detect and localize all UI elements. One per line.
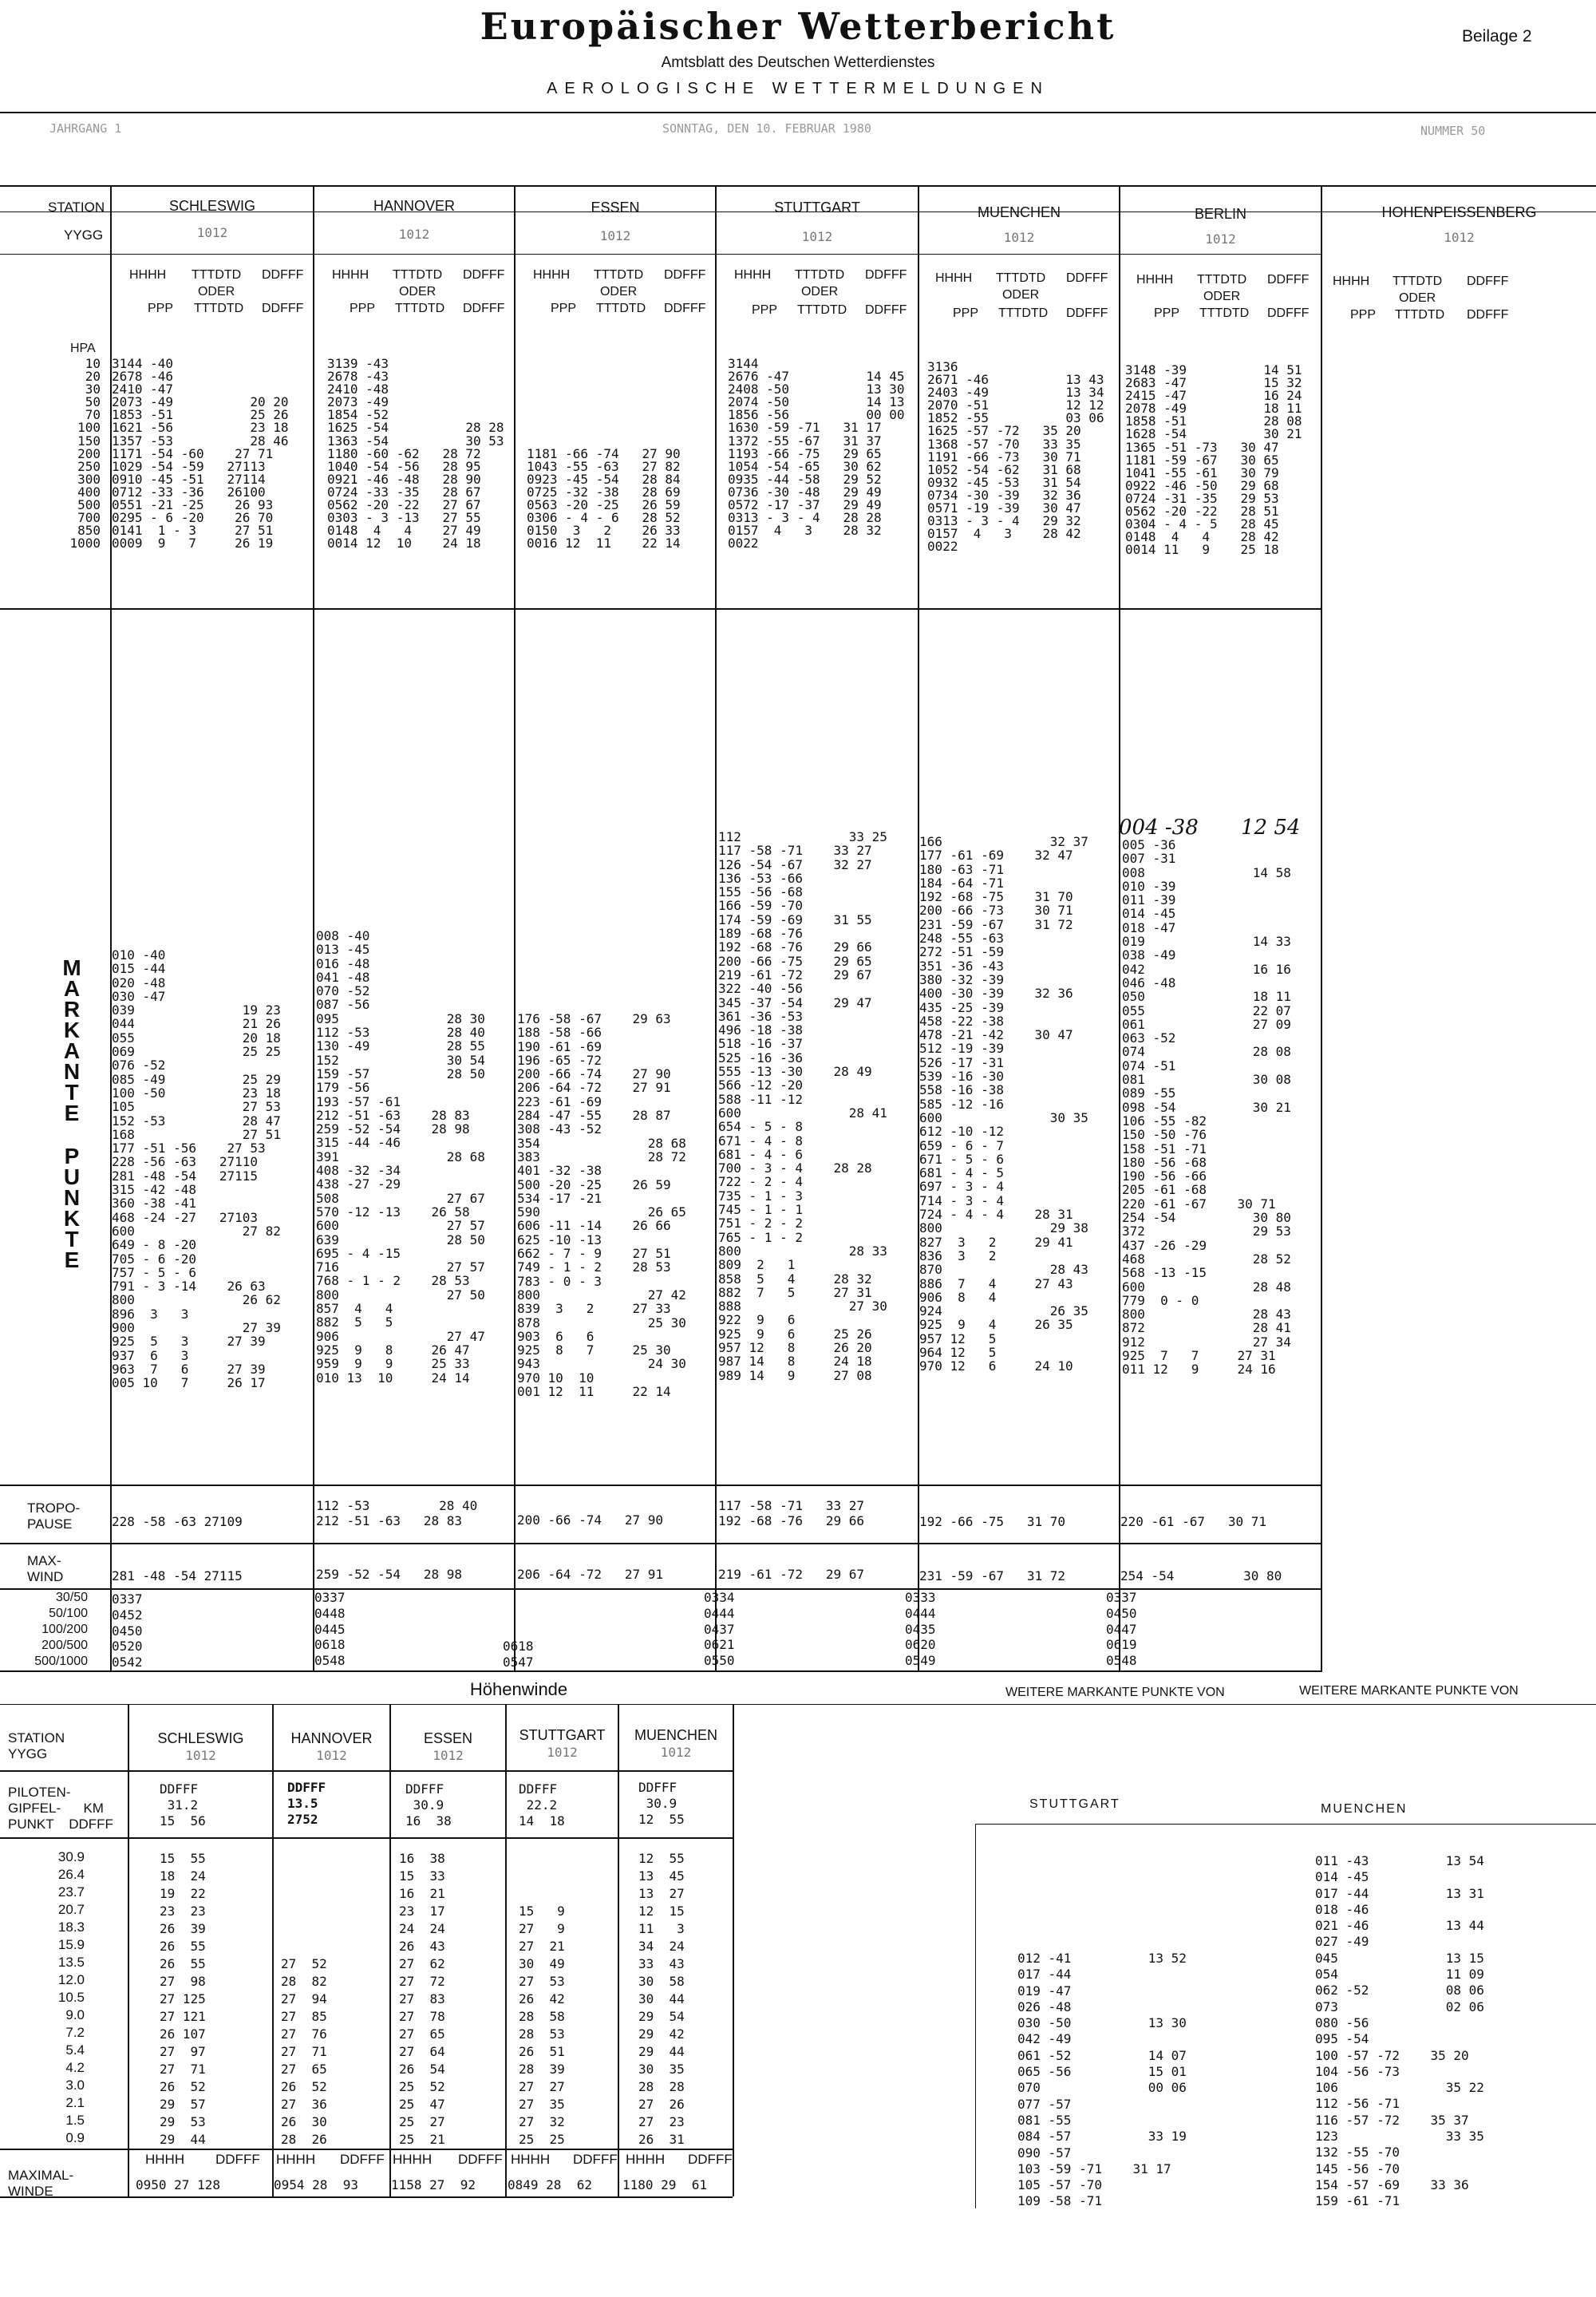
station-schleswig: SCHLESWIG bbox=[168, 198, 256, 214]
sub-ppp: PPP bbox=[1350, 308, 1377, 322]
sub-ddfff: DDFFF bbox=[1267, 273, 1310, 287]
maxw-stuttgart: 0849 28 62 bbox=[508, 2177, 592, 2192]
hpa-label: HPA bbox=[70, 342, 96, 355]
markante-muenchen: 166 32 37 177 -61 -69 32 47 180 -63 -71 184 -64 -71 192 -68 -75 31 70 200 -66 -73 30 71 231 -59 -67 31 72 248 -55 -63 272 -51 -59 351 -36 -43 380 -32 -39 400 -30 -39 32 36 435 -25 -39 458 -22 -38 478 -21 -42 30 47 512 -19 -39 526 -17 -31 539 -16 -30 558 -16 -38 585 -12 -16 600 30 35 612 -10 -12 659 - 6 - 7 671 - 5 - 6 681 - 4 - 5 697 - 3 - 4 714 - 3 - 4 724 - 4 - 4 28 31 800 29 38 827 3 2 29 41 836 3 2 870 28 43 886 7 4 27 43 906 8 4 924 26 35 925 9 4 26 35 957 12 5 964 12 5 970 12 6 24 10 bbox=[919, 834, 1088, 1374]
std-berlin: 3148 -39 14 51 2683 -47 15 32 2415 -47 16 24 2078 -49 18 11 1858 -51 28 08 1628 -54 30 21 1365 -51 -73 30 47 1181 -59 -67 30 65 1041 -55 -61 30 79 0922 -46 -50 29 68 0724 -31 -35 29 53 0562 -20 -22 28 51 0304 - 4 - 5 28 45 0148 4 4 28 42 0014 11 9 25 18 bbox=[1125, 362, 1302, 558]
sub-ppp: PPP bbox=[1154, 306, 1180, 320]
winds-muenchen: 12 55 13 45 13 27 12 15 11 3 34 24 33 43 30 58 30 44 29 54 29 42 29 44 30 35 28 28 27 26 27 23 26 31 bbox=[638, 1851, 685, 2147]
markante-letter: N bbox=[63, 1185, 81, 1210]
maxw-essen: 1158 27 92 bbox=[391, 2177, 476, 2192]
layers-muenchen: 0333 0444 0435 0620 0549 bbox=[905, 1590, 936, 1669]
station-label: STATION bbox=[48, 200, 105, 215]
hpa-level: 100 bbox=[77, 420, 101, 436]
yygg-hohenpeissenberg: 1012 bbox=[1444, 230, 1475, 245]
sub-tttdtd-2: TTTDTD bbox=[998, 306, 1049, 320]
hpa-level: 250 bbox=[77, 458, 101, 474]
markante-letter: T bbox=[65, 1227, 79, 1251]
beilage-label: Beilage 2 bbox=[1462, 27, 1532, 45]
sub-ppp: PPP bbox=[551, 302, 577, 315]
maxw-head-ddfff: DDFFF bbox=[573, 2152, 618, 2167]
hpa-level: 850 bbox=[77, 523, 101, 539]
page-subtitle: Amtsblatt des Deutschen Wetterdienstes bbox=[661, 54, 935, 71]
sub-tttdtd-2: TTTDTD bbox=[1199, 306, 1250, 320]
sub-ppp: PPP bbox=[350, 302, 376, 315]
weitere-muenchen: 011 -43 13 54 014 -45 017 -44 13 31 018 -46 021 -46 13 44 027 -49 045 13 15 054 11 09 062 -52 08 06 073 02 06 080 -56 095 -54 100 -57 -72 35 20 104 -56 -73 106 35 22 112 -56 -71 116 -57 -72 35 37 123 33 35 132 -55 -70 145 -56 -70 154 -57 -69 33 36 159 -61 -71 bbox=[1315, 1853, 1484, 2209]
page-title: Europäischer Wetterbericht bbox=[480, 5, 1116, 48]
tropo-hannover: 112 -53 28 40 212 -51 -63 28 83 bbox=[316, 1498, 478, 1528]
tropo-stuttgart: 117 -58 -71 33 27 192 -68 -76 29 66 bbox=[718, 1498, 865, 1528]
weitere-station-muenchen: MUENCHEN bbox=[1321, 1802, 1408, 1816]
sub-ddfff-2: DDFFF bbox=[463, 302, 505, 315]
markante-hannover: 008 -40 013 -45 016 -48 041 -48 070 -52 087 -56 095 28 30 112 -53 28 40 130 -49 28 55 152 30 54 159 -57 28 50 179 -56 193 -57 -61 212 -51 -63 28 83 259 -52 -54 28 98 315 -44 -46 391 28 68 408 -32 -34 438 -27 -29 508 27 67 570 -12 -13 26 58 600 27 57 639 28 50 695 - 4 -15 716 27 57 768 - 1 - 2 28 53 800 27 50 857 4 4 882 5 5 906 27 47 925 9 8 26 47 959 9 9 25 33 010 13 10 24 14 bbox=[316, 928, 485, 1386]
sub-hhhh: HHHH bbox=[533, 268, 571, 282]
tropo-label: TROPO- PAUSE bbox=[27, 1500, 81, 1532]
km-levels: 30.9 26.4 23.7 20.7 18.3 15.9 13.5 12.0 10.5 9.0 7.2 5.4 4.2 3.0 2.1 1.5 0.9 bbox=[57, 1849, 85, 2145]
markante-letter: P bbox=[64, 1144, 80, 1168]
pilot-muenchen: DDFFF 30.9 12 55 bbox=[638, 1780, 685, 1827]
hpa-level: 700 bbox=[77, 510, 101, 526]
markante-letter: R bbox=[63, 997, 81, 1022]
station-essen: ESSEN bbox=[591, 200, 640, 215]
markante-letter bbox=[56, 1124, 88, 1146]
station-muenchen: MUENCHEN bbox=[977, 204, 1061, 220]
sub-tttdtd: TTTDTD ODER bbox=[393, 268, 443, 298]
maxw-schleswig: 0950 27 128 bbox=[136, 2177, 220, 2192]
sub-tttdtd-2: TTTDTD bbox=[797, 303, 847, 317]
markante-punkte-label bbox=[56, 955, 88, 1272]
header-rule-bottom bbox=[0, 185, 1596, 187]
yygg-label: YYGG bbox=[64, 227, 104, 243]
yygg-stuttgart: 1012 bbox=[801, 229, 833, 244]
berlin-handwritten-entry: 004 -38 bbox=[1119, 816, 1199, 840]
weitere-label-1: WEITERE MARKANTE PUNKTE VON bbox=[1005, 1686, 1225, 1699]
tropo-muenchen: 192 -66 -75 31 70 bbox=[919, 1514, 1066, 1529]
sub-tttdtd-2: TTTDTD bbox=[1395, 308, 1445, 322]
markante-letter: M bbox=[62, 955, 81, 980]
sub-tttdtd: TTTDTD ODER bbox=[192, 268, 242, 298]
std-essen: 1181 -66 -74 27 90 1043 -55 -63 27 82 0923 -45 -54 28 84 0725 -32 -38 28 69 0563 -20 -25 26 59 0306 - 4 - 6 28 52 0150 3 2 26 33 0016 12 11 22 14 bbox=[527, 445, 681, 552]
station-berlin: BERLIN bbox=[1194, 206, 1247, 222]
markante-letter: E bbox=[64, 1247, 80, 1272]
yygg-hannover: 1012 bbox=[398, 227, 430, 242]
maxwind-label: MAX- WIND bbox=[27, 1553, 64, 1584]
hpa-level: 70 bbox=[85, 407, 101, 423]
lower-yygg-hannover: 1012 bbox=[316, 1748, 347, 1763]
lower-station-label: STATION YYGG bbox=[8, 1730, 65, 1761]
sub-ddfff-2: DDFFF bbox=[664, 302, 706, 315]
hpa-level: 200 bbox=[77, 445, 101, 461]
sub-ddfff-2: DDFFF bbox=[262, 302, 304, 315]
lower-station-hannover: HANNOVER bbox=[290, 1730, 373, 1746]
sub-ddfff-2: DDFFF bbox=[1467, 308, 1509, 322]
layers-schleswig: 0337 0452 0450 0520 0542 bbox=[112, 1591, 143, 1670]
sub-ppp: PPP bbox=[148, 302, 174, 315]
maxwind-stuttgart: 219 -61 -72 29 67 bbox=[718, 1567, 865, 1582]
header-rule-top bbox=[0, 112, 1596, 113]
sub-ddfff: DDFFF bbox=[262, 268, 304, 282]
maxw-head-ddfff: DDFFF bbox=[458, 2152, 503, 2167]
layers-essen: 0618 0547 bbox=[503, 1639, 534, 1670]
markante-stuttgart: 112 33 25 117 -58 -71 33 27 126 -54 -67 32 27 136 -53 -66 155 -56 -68 166 -59 -70 174 -59 -69 31 55 189 -68 -76 192 -68 -76 29 66 200 -66 -75 29 65 219 -61 -72 29 67 322 -40 -56 345 -37 -54 29 47 361 -36 -53 496 -18 -38 518 -16 -37 525 -16 -36 555 -13 -30 28 49 566 -12 -20 588 -11 -12 600 28 41 654 - 5 - 8 671 - 4 - 8 681 - 4 - 6 700 - 3 - 4 28 28 722 - 2 - 4 735 - 1 - 3 745 - 1 - 1 751 - 2 - 2 765 - 1 - 2 800 28 33 809 2 1 858 5 4 28 32 882 7 5 27 31 888 27 30 922 9 6 925 9 6 25 26 957 12 8 26 20 987 14 8 24 18 989 14 9 27 08 bbox=[718, 829, 887, 1383]
section-title: AEROLOGISCHE WETTERMELDUNGEN bbox=[547, 80, 1049, 97]
std-muenchen: 3136 2671 -46 13 43 2403 -49 13 34 2070 -51 12 12 1852 -55 03 06 1625 -57 -72 35 20 1368 -57 -70 33 35 1191 -66 -73 30 71 1052 -54 -62 31 68 0932 -45 -53 31 54 0734 -30 -39 32 36 0571 -19 -39 30 47 0313 - 3 - 4 29 32 0157 4 3 28 42 0022 bbox=[927, 359, 1104, 555]
maxw-head-ddfff: DDFFF bbox=[215, 2152, 260, 2167]
markante-letter: U bbox=[63, 1164, 81, 1189]
maxw-head-hhhh: HHHH bbox=[145, 2152, 185, 2167]
lower-yygg-muenchen: 1012 bbox=[660, 1745, 692, 1760]
lower-station-muenchen: MUENCHEN bbox=[634, 1727, 717, 1743]
hoehenwinde-title: Höhenwinde bbox=[469, 1679, 568, 1699]
hpa-level: 400 bbox=[77, 484, 101, 500]
sub-tttdtd: TTTDTD ODER bbox=[996, 271, 1046, 302]
maxw-head-hhhh: HHHH bbox=[626, 2152, 666, 2167]
maxw-hannover: 0954 28 93 bbox=[274, 2177, 358, 2192]
sub-ddfff: DDFFF bbox=[1066, 271, 1108, 285]
lower-yygg-schleswig: 1012 bbox=[185, 1748, 216, 1763]
markante-letter: T bbox=[65, 1080, 79, 1105]
std-stuttgart: 3144 2676 -47 14 45 2408 -50 13 30 2074 -50 14 13 1856 -56 00 00 1630 -59 -71 31 17 1372 -55 -67 31 37 1193 -66 -75 29 65 1054 -54 -65 30 62 0935 -44 -58 29 52 0736 -30 -48 29 49 0572 -17 -37 29 49 0313 - 3 - 4 28 28 0157 4 3 28 32 0022 bbox=[728, 356, 905, 552]
winds-essen: 16 38 15 33 16 21 23 17 24 24 26 43 27 62 27 72 27 83 27 78 27 65 27 64 26 54 25 52 25 47 25 27 25 21 bbox=[399, 1851, 445, 2147]
pilot-label: PILOTEN- GIPFEL- KM PUNKT DDFFF bbox=[8, 1785, 113, 1832]
berlin-handwritten-wind: 12 54 bbox=[1241, 816, 1301, 840]
layers-stuttgart: 0334 0444 0437 0621 0550 bbox=[704, 1590, 735, 1669]
weitere-stuttgart: 012 -41 13 52 017 -44 019 -47 026 -48 030 -50 13 30 042 -49 061 -52 14 07 065 -56 15 01 070 00 06 077 -57 081 -55 084 -57 33 19 090 -57 103 -59 -71 31 17 105 -57 -70 109 -58 -71 bbox=[1017, 1951, 1187, 2209]
sub-tttdtd: TTTDTD ODER bbox=[795, 268, 845, 298]
markante-letter: K bbox=[63, 1206, 81, 1231]
maxw-head-hhhh: HHHH bbox=[276, 2152, 316, 2167]
pilot-hannover: DDFFF 13.5 2752 bbox=[287, 1780, 326, 1827]
sub-ddfff-2: DDFFF bbox=[1267, 306, 1310, 320]
markante-berlin: 005 -36 007 -31 008 14 58 010 -39 011 -39 014 -45 018 -47 019 14 33 038 -49 042 16 16 046 -48 050 18 11 055 22 07 061 27 09 063 -52 074 28 08 074 -51 081 30 08 089 -55 098 -54 30 21 106 -55 -82 150 -50 -76 158 -51 -71 180 -56 -68 190 -56 -66 205 -61 -68 220 -61 -67 30 71 254 -54 30 80 372 29 53 437 -26 -29 468 28 52 568 -13 -15 600 28 48 779 0 - 0 800 28 43 872 28 41 912 27 34 925 7 7 27 31 011 12 9 24 16 bbox=[1122, 837, 1291, 1378]
maxw-head-hhhh: HHHH bbox=[511, 2152, 551, 2167]
tropo-schleswig: 228 -58 -63 27109 bbox=[112, 1514, 243, 1529]
std-schleswig: 3144 -40 2678 -46 2410 -47 2073 -49 20 20 1853 -51 25 26 1621 -56 23 18 1357 -53 28 46 1171 -54 -60 27 71 1029 -54 -59 27113 0910 -45 -51 27114 0712 -33 -36 26100 0551 -21 -25 26 93 0295 - 6 -20 26 70 0141 1 - 3 27 51 0009 9 7 26 19 bbox=[112, 356, 289, 552]
sub-ddfff: DDFFF bbox=[865, 268, 907, 282]
hpa-level: 500 bbox=[77, 497, 101, 513]
hpa-levels bbox=[69, 358, 101, 550]
sub-hhhh: HHHH bbox=[734, 268, 772, 282]
station-hannover: HANNOVER bbox=[373, 198, 455, 214]
sub-tttdtd: TTTDTD ODER bbox=[594, 268, 644, 298]
lower-station-schleswig: SCHLESWIG bbox=[157, 1730, 244, 1746]
hpa-level: 1000 bbox=[69, 536, 101, 552]
sub-hhhh: HHHH bbox=[1136, 273, 1174, 287]
hpa-level: 20 bbox=[85, 369, 101, 385]
sub-hhhh: HHHH bbox=[129, 268, 167, 282]
markante-letter: E bbox=[64, 1101, 80, 1125]
sub-ddfff: DDFFF bbox=[463, 268, 505, 282]
markante-letter: A bbox=[63, 976, 81, 1001]
date-label: SONNTAG, DEN 10. FEBRUAR 1980 bbox=[662, 121, 871, 136]
sub-ddfff: DDFFF bbox=[664, 268, 706, 282]
winds-hannover: 27 52 28 82 27 94 27 85 27 76 27 71 27 65 26 52 27 36 26 30 28 26 bbox=[281, 1956, 327, 2147]
sub-tttdtd: TTTDTD ODER bbox=[1197, 273, 1247, 303]
sub-ppp: PPP bbox=[752, 303, 778, 317]
layers-hannover: 0337 0448 0445 0618 0548 bbox=[314, 1590, 346, 1669]
yygg-berlin: 1012 bbox=[1205, 231, 1236, 247]
maxw-head-ddfff: DDFFF bbox=[688, 2152, 733, 2167]
maxwind-hannover: 259 -52 -54 28 98 bbox=[316, 1567, 463, 1582]
pilot-essen: DDFFF 30.9 16 38 bbox=[405, 1781, 452, 1829]
tropo-berlin: 220 -61 -67 30 71 bbox=[1120, 1514, 1267, 1529]
hpa-level: 150 bbox=[77, 433, 101, 449]
markante-letter: A bbox=[63, 1038, 81, 1063]
lower-yygg-stuttgart: 1012 bbox=[547, 1745, 578, 1760]
pilot-schleswig: DDFFF 31.2 15 56 bbox=[160, 1781, 206, 1829]
lower-station-essen: ESSEN bbox=[423, 1730, 473, 1746]
hpa-level: 30 bbox=[85, 382, 101, 397]
markante-schleswig: 010 -40 015 -44 020 -48 030 -47 039 19 23 044 21 26 055 20 18 069 25 25 076 -52 085 -49 25 29 100 -50 23 18 105 27 53 152 -53 28 47 168 27 51 177 -51 -56 27 53 228 -56 -63 27110 281 -48 -54 27115 315 -42 -48 360 -38 -41 468 -24 -27 27103 600 27 82 649 - 8 -20 705 - 6 -20 757 - 5 - 6 791 - 3 -14 26 63 800 26 62 896 3 3 900 27 39 925 5 3 27 39 937 6 3 963 7 6 27 39 005 10 7 26 17 bbox=[112, 947, 281, 1391]
sub-hhhh: HHHH bbox=[935, 271, 973, 285]
yygg-schleswig: 1012 bbox=[196, 225, 228, 240]
sub-hhhh: HHHH bbox=[332, 268, 369, 282]
lower-yygg-essen: 1012 bbox=[433, 1748, 464, 1763]
lower-station-stuttgart: STUTTGART bbox=[519, 1727, 606, 1743]
layers-berlin: 0337 0450 0447 0619 0548 bbox=[1106, 1590, 1137, 1669]
nummer-label: NUMMER 50 bbox=[1420, 124, 1486, 138]
station-hohenpeissenberg: HOHENPEISSENBERG bbox=[1381, 204, 1537, 220]
hpa-level: 300 bbox=[77, 471, 101, 487]
maxwind-essen: 206 -64 -72 27 91 bbox=[517, 1567, 664, 1582]
sub-hhhh: HHHH bbox=[1333, 275, 1370, 288]
sub-tttdtd: TTTDTD ODER bbox=[1393, 275, 1443, 305]
sub-tttdtd-2: TTTDTD bbox=[596, 302, 646, 315]
sub-tttdtd-2: TTTDTD bbox=[395, 302, 445, 315]
layer-labels: 30/50 50/100 100/200 200/500 500/1000 bbox=[34, 1591, 88, 1668]
tropo-essen: 200 -66 -74 27 90 bbox=[517, 1512, 664, 1528]
maxwind-berlin: 254 -54 30 80 bbox=[1120, 1568, 1282, 1583]
jahrgang-label: JAHRGANG 1 bbox=[49, 121, 122, 136]
maxwind-schleswig: 281 -48 -54 27115 bbox=[112, 1568, 243, 1583]
winds-stuttgart: 15 9 27 9 27 21 30 49 27 53 26 42 28 58 28 53 26 51 28 39 27 27 27 35 27 32 25 25 bbox=[519, 1904, 565, 2147]
markante-letter: N bbox=[63, 1059, 81, 1084]
markante-essen: 176 -58 -67 29 63 188 -58 -66 190 -61 -69 196 -65 -72 200 -66 -74 27 90 206 -64 -72 27 91 223 -61 -69 284 -47 -55 28 87 308 -43 -52 354 28 68 383 28 72 401 -32 -38 500 -20 -25 26 59 534 -17 -21 590 26 65 606 -11 -14 26 66 625 -10 -13 662 - 7 - 9 27 51 749 - 1 - 2 28 53 783 - 0 - 3 800 27 42 839 3 2 27 33 878 25 30 903 6 6 925 8 7 25 30 943 24 30 970 10 10 001 12 11 22 14 bbox=[517, 1011, 686, 1400]
sub-tttdtd-2: TTTDTD bbox=[194, 302, 244, 315]
hpa-level: 10 bbox=[85, 356, 101, 371]
hpa-level: 50 bbox=[85, 394, 101, 410]
yygg-muenchen: 1012 bbox=[1003, 230, 1035, 245]
markante-letter: K bbox=[63, 1018, 81, 1042]
weitere-station-stuttgart: STUTTGART bbox=[1029, 1797, 1120, 1811]
maxw-label: MAXIMAL- WINDE bbox=[8, 2168, 74, 2199]
sub-ppp: PPP bbox=[953, 306, 979, 320]
maxwind-muenchen: 231 -59 -67 31 72 bbox=[919, 1568, 1066, 1583]
sub-ddfff: DDFFF bbox=[1467, 275, 1509, 288]
sub-ddfff-2: DDFFF bbox=[1066, 306, 1108, 320]
std-hannover: 3139 -43 2678 -43 2410 -48 2073 -49 1854 -52 1625 -54 28 28 1363 -54 30 53 1180 -60 -62 28 72 1040 -54 -56 28 95 0921 -46 -48 28 90 0724 -33 -35 28 67 0562 -20 -22 27 67 0303 - 3 -13 27 55 0148 4 4 27 49 0014 12 10 24 18 bbox=[327, 356, 504, 552]
pilot-stuttgart: DDFFF 22.2 14 18 bbox=[519, 1781, 565, 1829]
station-stuttgart: STUTTGART bbox=[774, 200, 860, 215]
yygg-essen: 1012 bbox=[599, 228, 631, 243]
maxw-head-ddfff: DDFFF bbox=[340, 2152, 385, 2167]
sub-ddfff-2: DDFFF bbox=[865, 303, 907, 317]
maxw-muenchen: 1180 29 61 bbox=[622, 2177, 707, 2192]
maxw-head-hhhh: HHHH bbox=[393, 2152, 433, 2167]
winds-schleswig: 15 55 18 24 19 22 23 23 26 39 26 55 26 55 27 98 27 125 27 121 26 107 27 97 27 71 26 52 29 57 29 53 29 44 bbox=[160, 1851, 206, 2147]
weitere-label-2: WEITERE MARKANTE PUNKTE VON bbox=[1299, 1684, 1519, 1698]
